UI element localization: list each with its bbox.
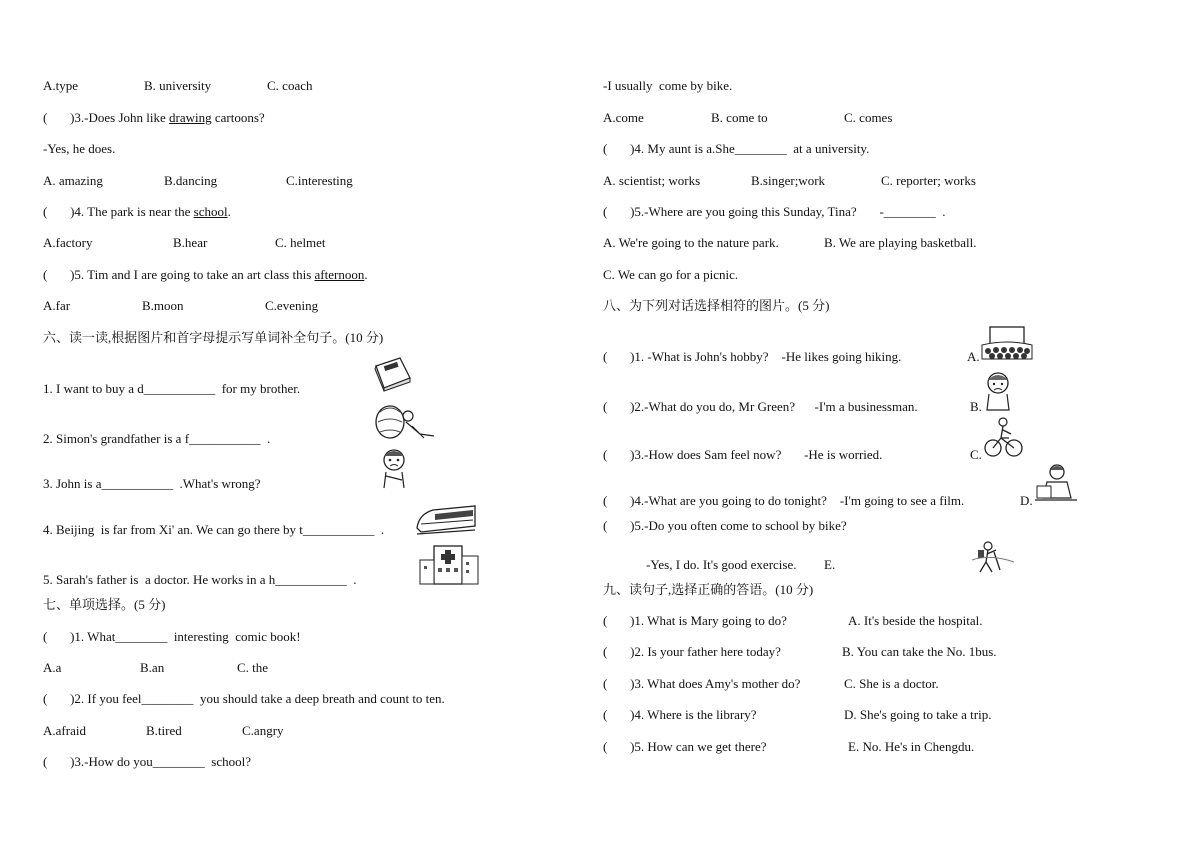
option: A. amazing: [43, 173, 103, 188]
option: B.dancing: [164, 173, 218, 188]
option: A.factory: [43, 235, 93, 250]
section-title: 七、单项选择。(5 分): [43, 597, 166, 612]
worried-boy-icon: [378, 446, 412, 490]
question-line: [43, 267, 368, 283]
section-title: 六、读一读,根据图片和首字母提示写单词补全句子。(10 分): [43, 330, 384, 345]
underlined-word: afternoon: [314, 267, 365, 282]
picture-letter: B.: [970, 399, 982, 414]
bike-rider-icon: [983, 416, 1023, 458]
option: C.interesting: [286, 173, 353, 188]
match-question: ( )5. How can we get there?: [603, 739, 767, 754]
option: A.far: [43, 298, 71, 313]
match-question: ( )3.-How does Sam feel now? -He is worried.: [603, 447, 883, 462]
option: B. We are playing basketball.: [824, 235, 977, 250]
section-title: 八、为下列对话选择相符的图片。(5 分): [603, 298, 830, 313]
option: A. scientist; works: [603, 173, 701, 188]
option: B.an: [140, 660, 165, 675]
option: C. coach: [267, 78, 313, 93]
fill-blank-item: 4. Beijing is far from Xi' an. We can go there by t___________ .: [43, 522, 385, 537]
answer-option: D. She's going to take a trip.: [844, 707, 992, 722]
underlined-word: school: [193, 204, 228, 219]
option: A.type: [43, 78, 79, 93]
option: B. come to: [711, 110, 768, 125]
fill-blank-item: 1. I want to buy a d___________ for my brother.: [43, 381, 301, 396]
question-line: ( )2. If you feel________ you should take a deep breath and count to ten.: [43, 691, 445, 706]
hospital-icon: [416, 542, 482, 586]
option: B. university: [144, 78, 212, 93]
question-line: ( )3.-How do you________ school?: [43, 754, 251, 769]
question-text: ( )3.-Does John like: [43, 110, 170, 125]
answer-option: E. No. He's in Chengdu.: [848, 739, 975, 754]
option: B.moon: [142, 298, 184, 313]
option: C. We can go for a picnic.: [603, 267, 739, 282]
answer-option: B. You can take the No. 1bus.: [842, 644, 997, 659]
reply-line: -Yes, he does.: [43, 141, 116, 156]
option: B.tired: [146, 723, 182, 738]
worried-kid-icon: [983, 370, 1013, 412]
reply-line: -Yes, I do. It's good exercise.: [646, 557, 797, 572]
question-text: .: [364, 267, 368, 282]
option: C. comes: [844, 110, 893, 125]
option: B.hear: [173, 235, 208, 250]
question-line: ( )5.-Where are you going this Sunday, Tina? -________ .: [603, 204, 946, 219]
option: B.singer;work: [751, 173, 826, 188]
match-question: ( )2.-What do you do, Mr Green? -I'm a businessman.: [603, 399, 918, 414]
question-text: .: [227, 204, 231, 219]
question-line: [43, 110, 265, 126]
option: C.angry: [242, 723, 284, 738]
option: A.a: [43, 660, 62, 675]
fill-blank-item: 3. John is a___________ .What's wrong?: [43, 476, 261, 491]
question-line: ( )4. My aunt is a.She________ at a university.: [603, 141, 870, 156]
option: A. We're going to the nature park.: [603, 235, 779, 250]
answer-option: A. It's beside the hospital.: [848, 613, 983, 628]
match-question: ( )2. Is your father here today?: [603, 644, 781, 659]
question-text: cartoons?: [211, 110, 265, 125]
fill-blank-item: 2. Simon's grandfather is a f___________ .: [43, 431, 271, 446]
option: A.come: [603, 110, 644, 125]
fill-blank-item: 5. Sarah's father is a doctor. He works in a h___________ .: [43, 572, 357, 587]
match-question: ( )5.-Do you often come to school by bike?: [603, 518, 847, 533]
match-question: ( )4.-What are you going to do tonight? -I'm going to see a film.: [603, 493, 965, 508]
reply-line: -I usually come by bike.: [603, 78, 733, 93]
match-question: ( )1. -What is John's hobby? -He likes going hiking.: [603, 349, 902, 364]
farmer-icon: [372, 402, 436, 442]
picture-letter: E.: [824, 557, 836, 572]
dictionary-icon: [370, 356, 414, 392]
underlined-word: drawing: [169, 110, 212, 125]
question-text: ( )4. The park is near the: [43, 204, 194, 219]
picture-letter: A.: [967, 349, 980, 364]
section-title: 九、读句子,选择正确的答语。(10 分): [603, 582, 814, 597]
answer-option: C. She is a doctor.: [844, 676, 939, 691]
option: C. reporter; works: [881, 173, 976, 188]
option: A.afraid: [43, 723, 86, 738]
option: C. the: [237, 660, 269, 675]
hiker-icon: [970, 540, 1016, 574]
picture-letter: C.: [970, 447, 982, 462]
question-line: [43, 204, 231, 220]
train-icon: [415, 502, 477, 536]
businessman-icon: [1035, 462, 1077, 504]
option: C. helmet: [275, 235, 326, 250]
match-question: ( )3. What does Amy's mother do?: [603, 676, 801, 691]
match-question: ( )1. What is Mary going to do?: [603, 613, 787, 628]
cinema-icon: [980, 325, 1034, 361]
picture-letter: D.: [1020, 493, 1033, 508]
option: C.evening: [265, 298, 319, 313]
question-line: ( )1. What________ interesting comic book!: [43, 629, 301, 644]
question-text: ( )5. Tim and I are going to take an art class this: [43, 267, 315, 282]
match-question: ( )4. Where is the library?: [603, 707, 757, 722]
